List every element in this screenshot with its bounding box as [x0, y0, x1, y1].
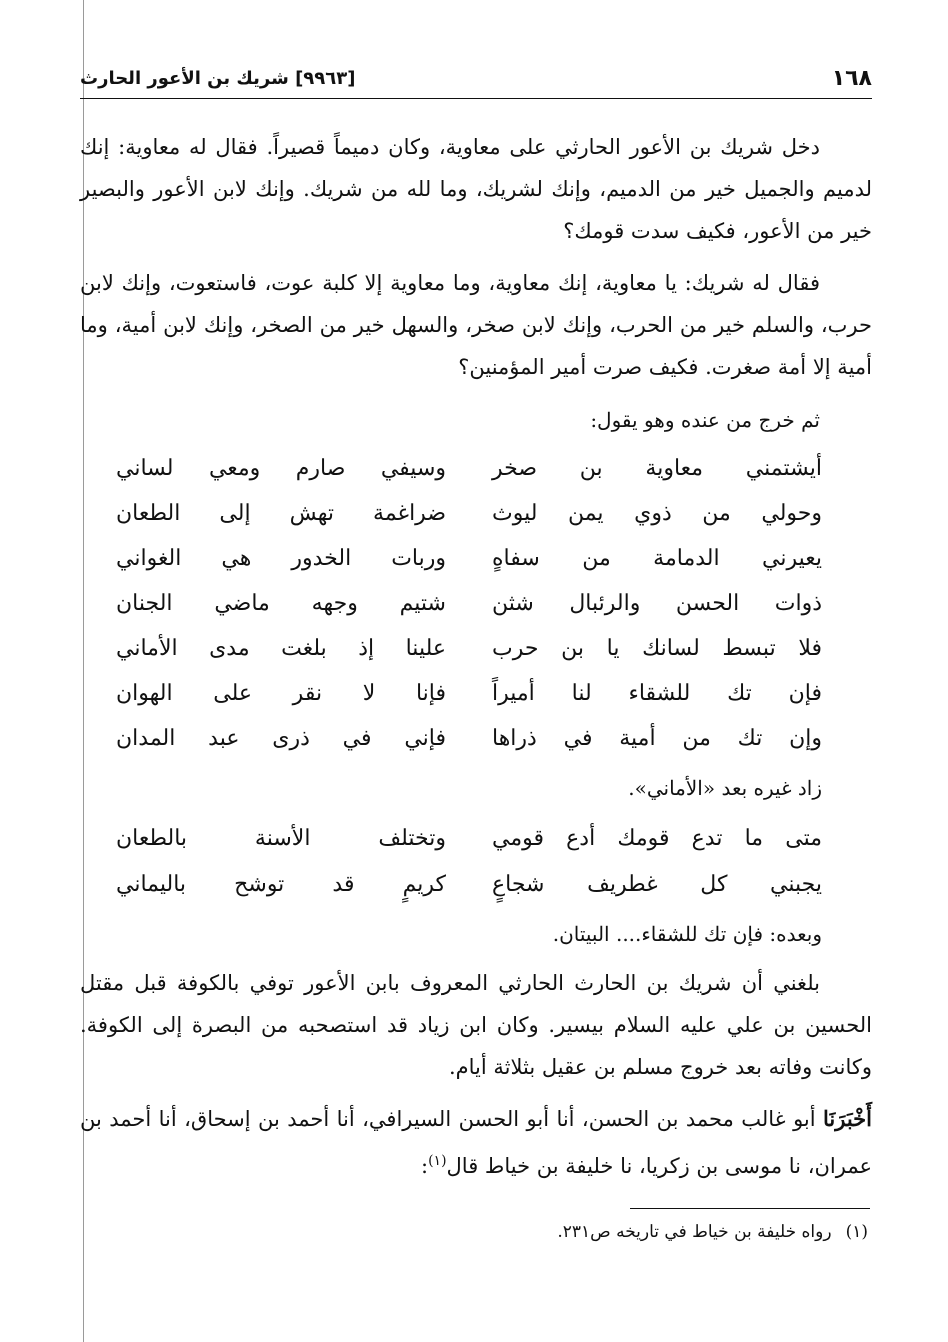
verse-intro: ثم خرج من عنده وهو يقول: — [590, 408, 820, 432]
poem-first-hemistich: وإن تك من أمية في ذراها — [492, 726, 822, 751]
footnote — [557, 1222, 868, 1242]
poem-first-hemistich: فلا تبسط لسانك يا بن حرب — [492, 636, 822, 661]
poem-line — [116, 726, 822, 770]
paragraph-3-text: بلغني أن شريك بن الحارث الحارثي المعروف بابن الأعور توفي بالكوفة قبل مقتل الحسين بن علي عليه السلام بيسير. وكان ابن زياد قد استصحبه من البصرة إلى الكوفة. وكانت وفاته بعد خروج مسلم بن عقيل بثلاثة أيام. — [80, 971, 872, 1079]
poem-line — [116, 636, 822, 680]
paragraph-4 — [80, 1098, 872, 1187]
poem-second-hemistich: وتختلف الأسنة بالطعان — [116, 826, 446, 851]
footnote-marker: (١) — [845, 1222, 868, 1242]
page-number: ١٦٨ — [831, 66, 872, 91]
after-note: وبعده: فإن تك للشقاء.... البيتان. — [552, 922, 822, 946]
poem-second-hemistich: ضراغمة تهش إلى الطعان — [116, 501, 446, 526]
footnote-divider — [630, 1208, 870, 1209]
poem-line — [116, 872, 822, 916]
akhbarana-lead: أَخْبَرَنَا — [823, 1106, 872, 1131]
poem-line — [116, 826, 822, 870]
footnote-reference[interactable]: (١) — [428, 1153, 447, 1169]
paragraph-4-text: أبو غالب محمد بن الحسن، أنا أبو الحسن السيرافي، أنا أحمد بن إسحاق، أنا أحمد بن عمران، نا موسى بن زكريا، نا خليفة بن خياط قال — [80, 1107, 872, 1178]
poem-first-hemistich: أيشتمني معاوية بن صخر — [492, 456, 822, 481]
paragraph-3 — [80, 962, 872, 1088]
paragraph-2 — [80, 262, 872, 388]
poem-second-hemistich: وربات الخدور هي الغواني — [116, 546, 446, 571]
poem-line — [116, 546, 822, 590]
poem-line — [116, 501, 822, 545]
footnote-text: رواه خليفة بن خياط في تاريخه ص٢٣١. — [557, 1222, 832, 1242]
poem-second-hemistich: شتيم وجهه ماضي الجنان — [116, 591, 446, 616]
paragraph-1 — [80, 126, 872, 252]
poem-first-hemistich: ذوات الحسن والرئبال شثن — [492, 591, 822, 616]
addition-note: زاد غيره بعد «الأماني». — [628, 776, 822, 800]
poem-second-hemistich: فإنا لا نقر على الهوان — [116, 681, 446, 706]
poem-second-hemistich: كريمٍ قد توشح باليماني — [116, 872, 446, 897]
poem-second-hemistich: وسيفي صارم ومعي لساني — [116, 456, 446, 481]
paragraph-2-text: فقال له شريك: يا معاوية، إنك معاوية، وما معاوية إلا كلبة عوت، فاستعوت، وإنك لابن حرب، والسلم خير من الحرب، وإنك لابن صخر، والسهل خير من الصخر، وإنك لابن أمية، وما أمية إلا أمة صغرت. فكيف صرت أمير المؤمنين؟ — [80, 271, 872, 379]
poem-line — [116, 591, 822, 635]
poem-first-hemistich: يعيرني الدمامة من سفاهٍ — [492, 546, 822, 571]
poem-second-hemistich: فإني في ذرى عبد المدان — [116, 726, 446, 751]
page-header — [80, 66, 872, 99]
poem-first-hemistich: يجبني كل غطريف شجاعٍ — [492, 872, 822, 897]
paragraph-4-end: : — [421, 1154, 429, 1178]
poem-line — [116, 456, 822, 500]
paragraph-1-text: دخل شريك بن الأعور الحارثي على معاوية، وكان دميماً قصيراً. فقال له معاوية: إنك لدميم والجميل خير من الدميم، وإنك لشريك، وما لله من شريك. وإنك لابن الأعور والبصير خير من الأعور، فكيف سدت قومك؟ — [80, 135, 872, 243]
poem-line — [116, 681, 822, 725]
poem-second-hemistich: علينا إذ بلغت مدى الأماني — [116, 636, 446, 661]
poem-first-hemistich: متى ما تدع قومك أدع قومي — [492, 826, 822, 851]
poem-first-hemistich: فإن تك للشقاء لنا أميراً — [492, 681, 822, 706]
running-title: [٩٩٦٣] شريك بن الأعور الحارث — [80, 68, 356, 89]
poem-first-hemistich: وحولي من ذوي يمن ليوث — [492, 501, 822, 526]
